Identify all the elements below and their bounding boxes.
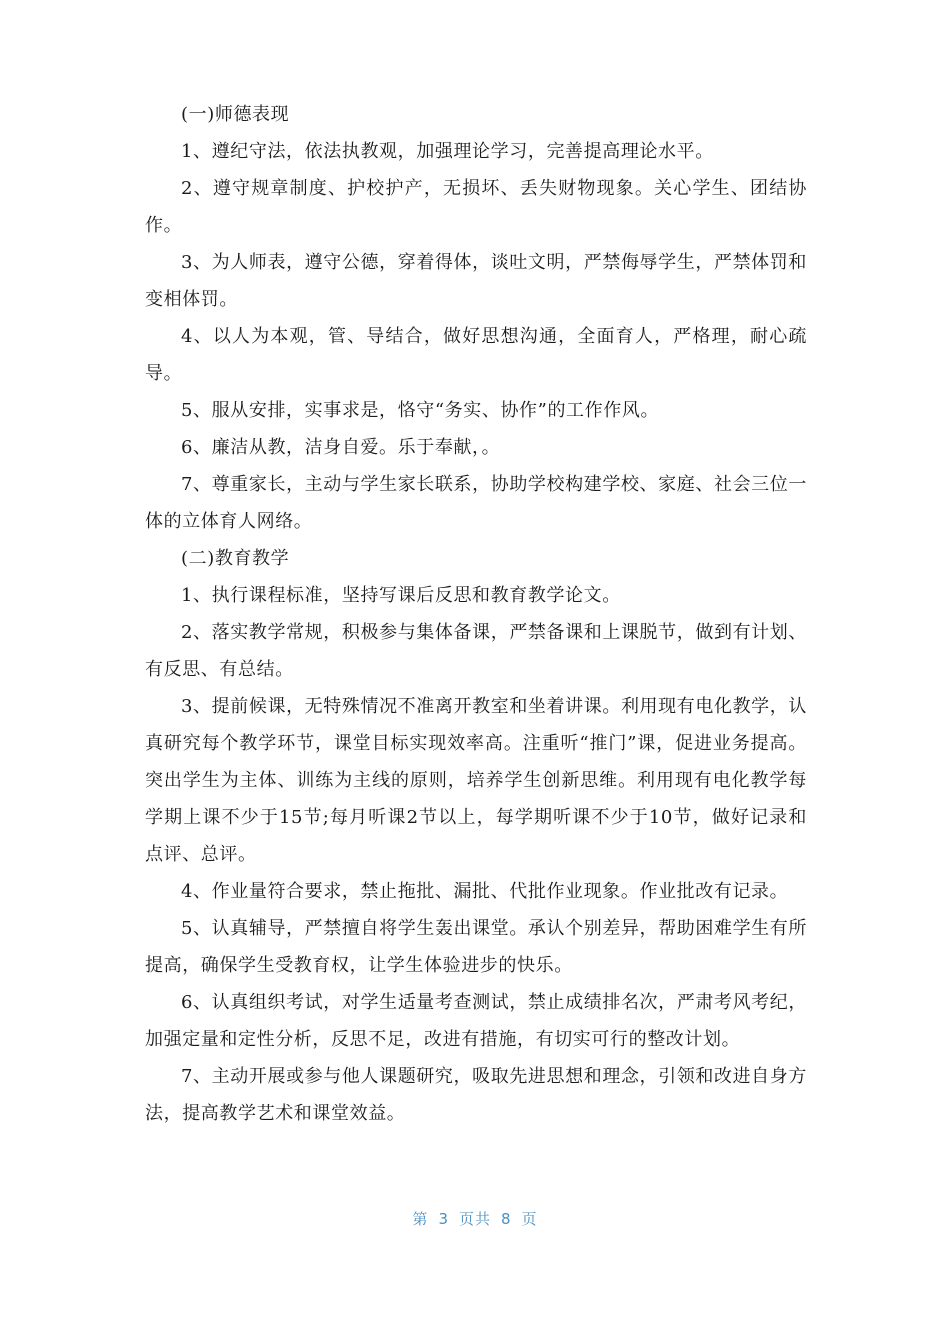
footer-current-page: 3: [438, 1210, 449, 1228]
teaching-item-7: 7、主动开展或参与他人课题研究，吸取先进思想和理念，引领和改进自身方法，提高教学艺术和课堂效益。: [145, 1066, 807, 1124]
footer-prefix: 第: [412, 1210, 429, 1228]
ethics-item-1: 1、遵纪守法，依法执教观，加强理论学习，完善提高理论水平。: [181, 141, 714, 162]
document-body: [145, 96, 807, 1132]
section-heading-ethics: (一)师德表现: [181, 104, 290, 125]
ethics-item-4: 4、以人为本观，管、导结合，做好思想沟通，全面育人，严格理，耐心疏导。: [145, 326, 807, 384]
ethics-item-5: 5、服从安排，实事求是，恪守“务实、协作”的工作作风。: [181, 400, 660, 421]
teaching-item-6: 6、认真组织考试，对学生适量考查测试，禁止成绩排名次，严肃考风考纪，加强定量和定性分析，反思不足，改进有措施，有切实可行的整改计划。: [145, 992, 807, 1050]
teaching-item-2: 2、落实教学常规，积极参与集体备课，严禁备课和上课脱节，做到有计划、有反思、有总结。: [145, 622, 807, 680]
page-number-footer: [0, 1208, 950, 1229]
footer-suffix: 页: [521, 1210, 538, 1228]
footer-total-pages: 8: [501, 1210, 512, 1228]
teaching-item-4: 4、作业量符合要求，禁止拖批、漏批、代批作业现象。作业批改有记录。: [181, 881, 789, 902]
teaching-item-5: 5、认真辅导，严禁擅自将学生轰出课堂。承认个别差异，帮助困难学生有所提高，确保学生受教育权，让学生体验进步的快乐。: [145, 918, 807, 976]
ethics-item-7: 7、尊重家长，主动与学生家长联系，协助学校构建学校、家庭、社会三位一体的立体育人网络。: [145, 474, 807, 532]
ethics-item-3: 3、为人师表，遵守公德，穿着得体，谈吐文明，严禁侮辱学生，严禁体罚和变相体罚。: [145, 252, 807, 310]
ethics-item-2: 2、遵守规章制度、护校护产，无损坏、丢失财物现象。关心学生、团结协作。: [145, 178, 807, 236]
ethics-item-6: 6、廉洁从教，洁身自爱。乐于奉献，。: [181, 437, 501, 458]
teaching-item-1: 1、执行课程标准，坚持写课后反思和教育教学论文。: [181, 585, 621, 606]
footer-middle: 页共: [458, 1210, 491, 1228]
section-heading-teaching: (二)教育教学: [181, 548, 290, 569]
teaching-item-3: 3、提前候课，无特殊情况不准离开教室和坐着讲课。利用现有电化教学，认真研究每个教学环节，课堂目标实现效率高。注重听“推门”课，促进业务提高。突出学生为主体、训练为主线的原则，培养学生创新思维。利用现有电化教学每学期上课不少于15节;每月听课2节以上，每学期听课不少于10节，做好记录和点评、总评。: [145, 696, 807, 865]
